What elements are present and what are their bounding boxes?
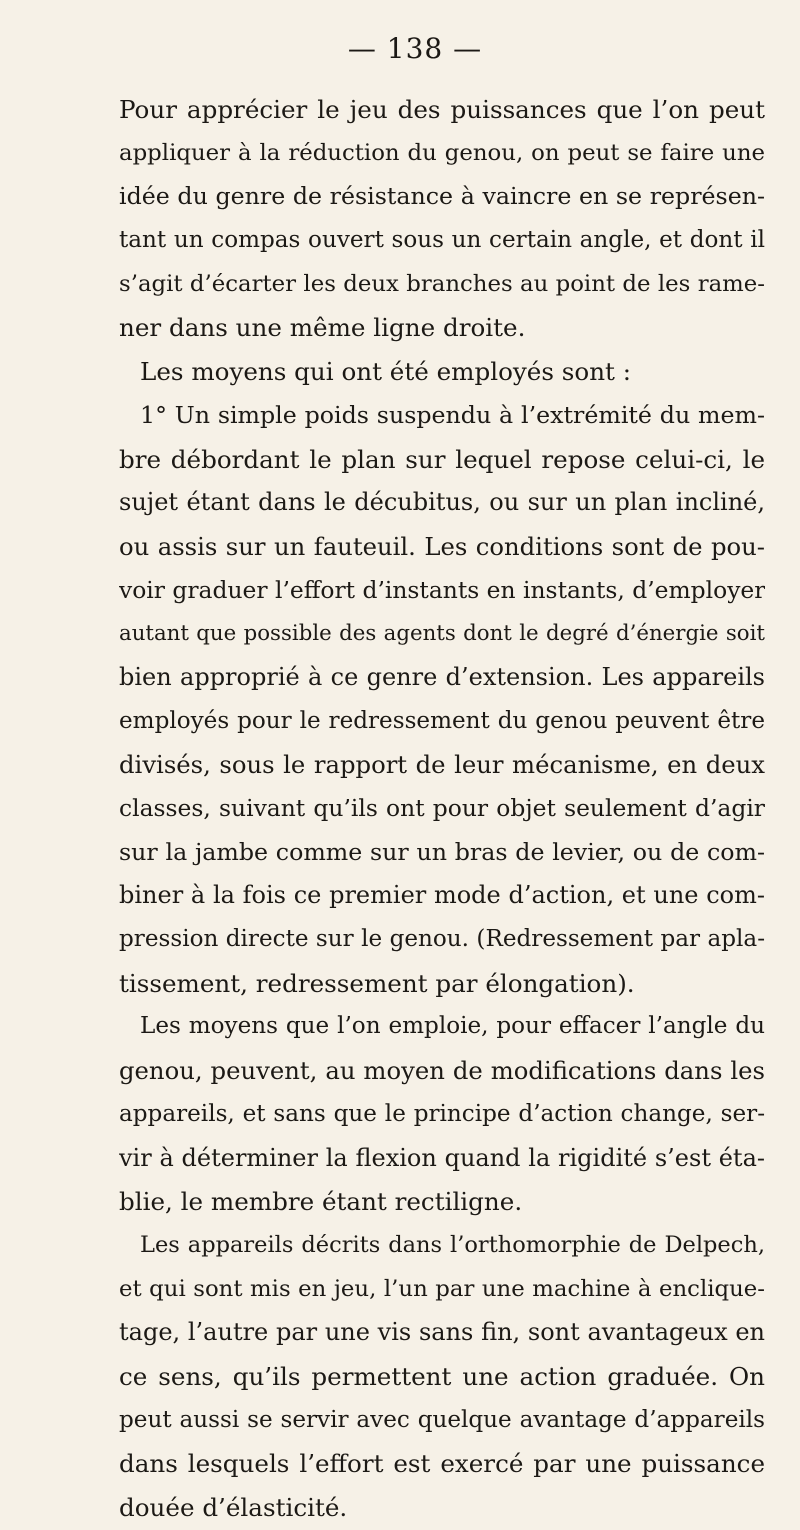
text-line: bien approprié à ce genre d’extension. Les appareils xyxy=(119,662,765,691)
text-line: Pour apprécier le jeu des puissances que l’on peut xyxy=(119,95,765,124)
text-line: douée d’élasticité. xyxy=(119,1493,348,1522)
page-number: — 138 — xyxy=(347,32,483,65)
text-line: sujet étant dans le décubitus, ou sur un plan incliné, xyxy=(119,488,765,517)
text-line: tant un compas ouvert sous un certain angle, et dont il xyxy=(119,227,765,254)
text-line: peut aussi se servir avec quelque avantage d’appareils xyxy=(119,1406,765,1433)
text-line: autant que possible des agents dont le degré d’énergie soit xyxy=(119,621,765,647)
text-line: bre débordant le plan sur lequel repose celui-ci, le xyxy=(119,444,765,474)
text-line: Les moyens qui ont été employés sont : xyxy=(140,357,632,387)
text-line: blie, le membre étant rectiligne. xyxy=(119,1187,523,1217)
text-line: s’agit d’écarter les deux branches au point de les rame- xyxy=(119,270,765,297)
text-line: sur la jambe comme sur un bras de levier, ou de com- xyxy=(119,837,765,866)
text-line: ou assis sur un fauteuil. Les conditions sont de pou- xyxy=(119,531,765,561)
text-line: tissement, redressement par élongation). xyxy=(119,968,635,998)
text-line: employés pour le redressement du genou peuvent être xyxy=(119,707,765,734)
text-line: appliquer à la réduction du genou, on peut se faire une xyxy=(119,139,765,166)
text-line: voir graduer l’effort d’instants en instants, d’employer xyxy=(119,575,765,604)
text-line: idée du genre de résistance à vaincre en se représen- xyxy=(119,182,765,211)
text-line: appareils, et sans que le principe d’action change, ser- xyxy=(119,1100,765,1127)
body-text xyxy=(119,88,765,1530)
text-line: et qui sont mis en jeu, l’un par une machine à enclique- xyxy=(119,1275,765,1302)
text-line: classes, suivant qu’ils ont pour objet seulement d’agir xyxy=(119,794,765,822)
text-line: tage, l’autre par une vis sans fin, sont avantageux en xyxy=(119,1318,765,1347)
text-line: Les appareils décrits dans l’orthomorphie de Delpech, xyxy=(140,1231,765,1258)
text-line: biner à la fois ce premier mode d’action, et une com- xyxy=(119,881,765,910)
text-line: Les moyens que l’on emploie, pour effacer l’angle du xyxy=(140,1013,765,1040)
text-line: dans lesquels l’effort est exercé par une puissance xyxy=(119,1449,765,1479)
text-line: vir à déterminer la flexion quand la rigidité s’est éta- xyxy=(119,1143,765,1172)
text-line: 1° Un simple poids suspendu à l’extrémité du mem- xyxy=(140,400,765,429)
text-line: pression directe sur le genou. (Redressement par apla- xyxy=(119,926,765,953)
text-line: ner dans une même ligne droite. xyxy=(119,313,526,343)
text-line: genou, peuvent, au moyen de modifications dans les xyxy=(119,1056,765,1086)
text-line: ce sens, qu’ils permettent une action graduée. On xyxy=(119,1361,765,1391)
text-line: divisés, sous le rapport de leur mécanisme, en deux xyxy=(119,750,765,780)
